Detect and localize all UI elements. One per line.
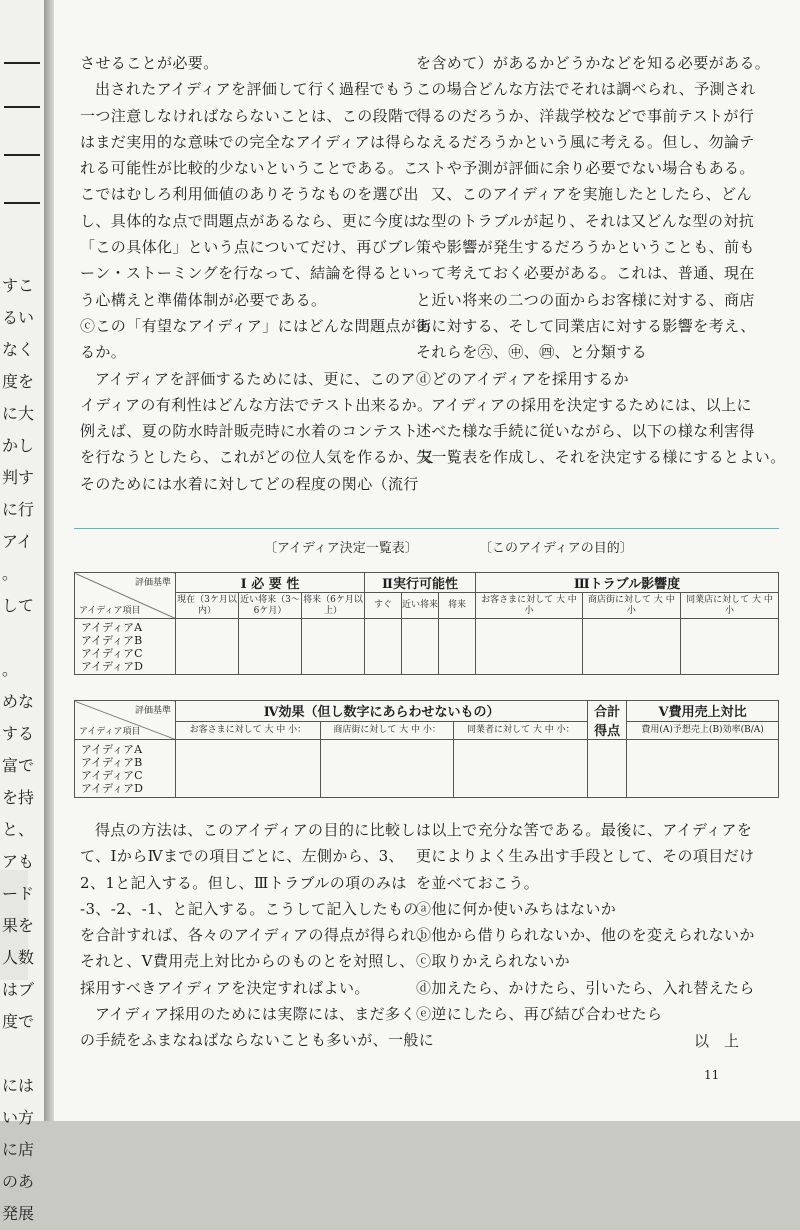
page xyxy=(54,0,800,1121)
divider-line xyxy=(74,528,779,529)
sub-future2: 将来 xyxy=(439,593,476,619)
facing-page-line: 人数 xyxy=(2,948,35,967)
row-label: アイディアA xyxy=(81,742,143,756)
empty-cell xyxy=(439,619,476,675)
facing-page-line: を持 xyxy=(2,788,35,807)
page-rule xyxy=(4,106,40,108)
text-line: ーン・ストーミングを行なって、結論を得るとい xyxy=(80,264,418,283)
empty-cell xyxy=(680,619,778,675)
facing-page-line: 富で xyxy=(2,756,35,775)
header-trouble: Ⅲトラブル影響度 xyxy=(476,573,779,593)
empty-cell xyxy=(302,619,365,675)
facing-page-line xyxy=(2,622,44,654)
text-line: を並べておこう。 xyxy=(416,873,540,892)
empty-cell xyxy=(627,740,779,798)
facing-page-line: アも xyxy=(2,852,35,871)
decision-table-2 xyxy=(74,700,779,798)
facing-page-line: 度を xyxy=(2,372,35,391)
sub-future: 将来（6ケ月以上） xyxy=(302,593,365,619)
facing-page-line: に店 xyxy=(2,1140,35,1159)
sub-street: 商店街に対して 大 中 小 xyxy=(582,593,680,619)
facing-page-line: して xyxy=(2,596,35,615)
facing-page-line: と、 xyxy=(2,820,35,839)
facing-page-line: い方 xyxy=(2,1108,35,1127)
sub-near2: 近い将来 xyxy=(402,593,439,619)
sub-street: 商店街に対して 大 中 小： xyxy=(320,721,454,739)
text-line: 述べた様な手続に従いながら、以下の様な利害得 xyxy=(416,422,755,441)
sub-peer: 同業者に対して 大 中 小： xyxy=(454,721,588,739)
header-feasibility: Ⅱ実行可能性 xyxy=(365,573,476,593)
text-line: ⓒこの「有望なアイディア」にはどんな問題点があ xyxy=(80,316,432,335)
text-line: 策や影響が発生するだろうかということも、前も xyxy=(416,238,755,257)
text-line: て、ⅠからⅣまでの項目ごとに、左側から、3、 xyxy=(80,847,404,866)
text-line: ストや予測が評価に余り必要でない場合もある。 xyxy=(416,159,755,178)
text-line: 2、1と記入する。但し、Ⅲトラブルの項のみは xyxy=(80,873,407,892)
facing-page-line: 果を xyxy=(2,916,35,935)
diag-header xyxy=(75,573,176,619)
empty-cell xyxy=(476,619,583,675)
closing-mark: 以 上 xyxy=(694,1032,740,1050)
empty-cell xyxy=(582,619,680,675)
facing-page-line: めな xyxy=(2,692,35,711)
header-necessity: Ⅰ 必 要 性 xyxy=(176,573,365,593)
header-cost: Ⅴ費用売上対比 xyxy=(627,701,779,722)
text-line: それらを㊅、㊥、㊃、と分類する xyxy=(416,343,648,362)
row-labels xyxy=(75,619,176,675)
page-rule xyxy=(4,62,40,64)
text-line: 失一覧表を作成し、それを決定する様にするとよい。 xyxy=(416,448,786,467)
text-line: この場合どんな方法でそれは調べられ、予測され xyxy=(416,80,756,99)
sub-customer: お客さまに対して 大 中 小 xyxy=(476,593,583,619)
empty-cell xyxy=(176,740,321,798)
facing-page xyxy=(0,0,44,1223)
facing-page-line: かし xyxy=(2,436,35,455)
row-label: アイディアD xyxy=(81,781,143,795)
facing-page-line: のあ xyxy=(2,1172,35,1191)
text-line: こではむしろ利用価値のありそうなものを選び出 xyxy=(80,185,419,204)
page-rule xyxy=(4,202,40,204)
text-line: 出されたアイディアを評価して行く過程でもう xyxy=(95,80,416,99)
diag-bottom-label: アイディア項目 xyxy=(79,606,141,616)
text-line: って考えておく必要がある。これは、普通、現在 xyxy=(416,264,755,283)
text-line: るか。 xyxy=(80,343,127,362)
text-line: ⓒ取りかえられないか xyxy=(416,952,571,971)
text-line: アイディア採用のためには実際には、まだ多く xyxy=(95,1005,416,1024)
text-line: れる可能性が比較的少ないということである。こ xyxy=(80,159,419,178)
text-line: -3、-2、-1、と記入する。こうして記入したもの xyxy=(80,899,419,918)
empty-cell xyxy=(588,740,627,798)
text-line: と近い将来の二つの面からお客様に対する、商店 xyxy=(416,290,755,309)
sub-peer: 同業店に対して 大 中 小 xyxy=(680,593,778,619)
header-total: 合計得点 xyxy=(588,701,627,740)
text-line: させることが必要。 xyxy=(80,54,219,72)
sub-near: 近い将来（3〜6ケ月） xyxy=(239,593,302,619)
text-line: を行なうとしたら、これがどの位人気を作るか、又 xyxy=(80,448,435,467)
empty-cell xyxy=(239,619,302,675)
text-line: う心構えと準備体制が必要である。 xyxy=(80,290,327,309)
text-line: アイディアを評価するためには、更に、このア xyxy=(95,369,416,388)
facing-page-line: に行 xyxy=(2,500,35,519)
facing-page-line: ード xyxy=(2,884,35,903)
text-line: はまだ実用的な意味での完全なアイディアは得ら xyxy=(80,132,417,151)
text-line: な型のトラブルが起り、それは又どんな型の対抗 xyxy=(416,211,755,230)
row-label: アイディアC xyxy=(81,768,143,782)
text-line: 又、このアイディアを実施したとしたら、どん xyxy=(431,185,752,204)
text-line: それと、Ⅴ費用売上対比からのものとを対照し、 xyxy=(80,952,415,971)
text-line: アイディアの採用を決定するためには、以上に xyxy=(431,395,752,414)
facing-page-line xyxy=(2,1038,44,1070)
text-line: し、具体的な点で問題点があるなら、更に今度は xyxy=(80,211,419,230)
facing-page-line: 度で xyxy=(2,1012,35,1031)
text-line: を含めて）があるかどうかなどを知る必要がある。 xyxy=(416,54,771,72)
text-line: 得るのだろうか、洋裁学校などで事前テストが行 xyxy=(416,106,755,125)
facing-page-line: する xyxy=(2,724,35,743)
text-line: 例えば、夏の防水時計販売時に水着のコンテスト xyxy=(80,422,419,441)
diag-bottom-label: アイディア項目 xyxy=(79,727,141,737)
text-line: 「この具体化」という点についてだけ、再びブレ xyxy=(80,238,418,257)
text-line: ⓐ他に何か使いみちはないか xyxy=(416,899,617,918)
row-labels xyxy=(75,740,176,798)
empty-cell xyxy=(365,619,402,675)
diag-header xyxy=(75,701,176,740)
empty-cell xyxy=(176,619,239,675)
text-line: は以上で充分な筈である。最後に、アイディアを xyxy=(416,821,753,839)
facing-page-line: 判す xyxy=(2,468,35,487)
facing-page-line: には xyxy=(2,1076,35,1095)
column-right-bottom xyxy=(416,817,756,1027)
table-caption: 〔アイディア決定一覧表〕 xyxy=(264,541,418,556)
text-line: 得点の方法は、このアイディアの目的に比較し xyxy=(95,821,416,839)
sub-soon: すぐ xyxy=(365,593,402,619)
facing-page-line: はブ xyxy=(2,980,35,999)
row-label: アイディアB xyxy=(81,633,143,647)
facing-page-line: すこ xyxy=(2,276,35,295)
text-line: ⓓ加えたら、かけたら、引いたら、入れ替えたら xyxy=(416,978,755,997)
facing-page-line: 。 xyxy=(2,660,19,679)
header-effect: Ⅳ効果（但し数字にあらわせないもの） xyxy=(176,701,588,722)
row-label: アイディアD xyxy=(81,659,143,673)
text-line: 更によりよく生み出す手段として、その項目だけ xyxy=(416,847,755,866)
sub-customer: お客さまに対して 大 中 小： xyxy=(176,721,321,739)
row-label: アイディアB xyxy=(81,755,143,769)
table-purpose: 〔このアイディアの目的〕 xyxy=(479,541,633,556)
page-rule xyxy=(4,154,40,156)
column-left-bottom xyxy=(80,817,435,1054)
text-line: の手続をふまなねばならないことも多いが、一般に xyxy=(80,1031,435,1050)
page-number: 11 xyxy=(704,1068,720,1082)
empty-cell xyxy=(320,740,454,798)
facing-page-line: 。 xyxy=(2,564,19,583)
diag-top-label: 評価基準 xyxy=(134,706,171,716)
facing-page-line: るい xyxy=(2,308,35,327)
facing-page-text xyxy=(2,270,44,1230)
text-line: イディアの有利性はどんな方法でテスト出来るか。 xyxy=(80,395,433,414)
sub-ratio: 費用(A)予想売上(B)効率(B/A) xyxy=(627,721,779,739)
text-line: ⓑ他から借りられないか、他のを変えられないか xyxy=(416,926,755,945)
text-line: を合計すれば、各々のアイディアの得点が得られ、 xyxy=(80,926,433,945)
text-line: そのためには水着に対してどの程度の関心（流行 xyxy=(80,474,419,493)
text-line: ⓓどのアイディアを採用するか xyxy=(416,369,630,388)
text-line: 一つ注意しなければならないことは、この段階で xyxy=(80,106,419,125)
book-gutter xyxy=(44,0,54,1121)
row-label: アイディアA xyxy=(81,620,143,634)
facing-page-line: 発展 xyxy=(2,1204,35,1223)
decision-table-1 xyxy=(74,572,779,675)
facing-page-line: に大 xyxy=(2,404,35,423)
text-line: なえるだろうかという風に考える。但し、勿論テ xyxy=(416,132,755,151)
column-right-top xyxy=(416,50,786,471)
facing-page-line: アイ xyxy=(2,532,33,551)
empty-cell xyxy=(402,619,439,675)
text-line: ⓔ逆にしたら、再び結び合わせたら xyxy=(416,1005,663,1024)
column-left-top xyxy=(80,50,435,497)
row-label: アイディアC xyxy=(81,646,143,660)
text-line: 採用すべきアイディアを決定すればよい。 xyxy=(80,978,370,997)
facing-page-line: なく xyxy=(2,340,35,359)
diag-top-label: 評価基準 xyxy=(134,578,171,588)
sub-now: 現在（3ケ月以内） xyxy=(176,593,239,619)
empty-cell xyxy=(454,740,588,798)
text-line: 街に対する、そして同業店に対する影響を考え、 xyxy=(416,316,756,335)
